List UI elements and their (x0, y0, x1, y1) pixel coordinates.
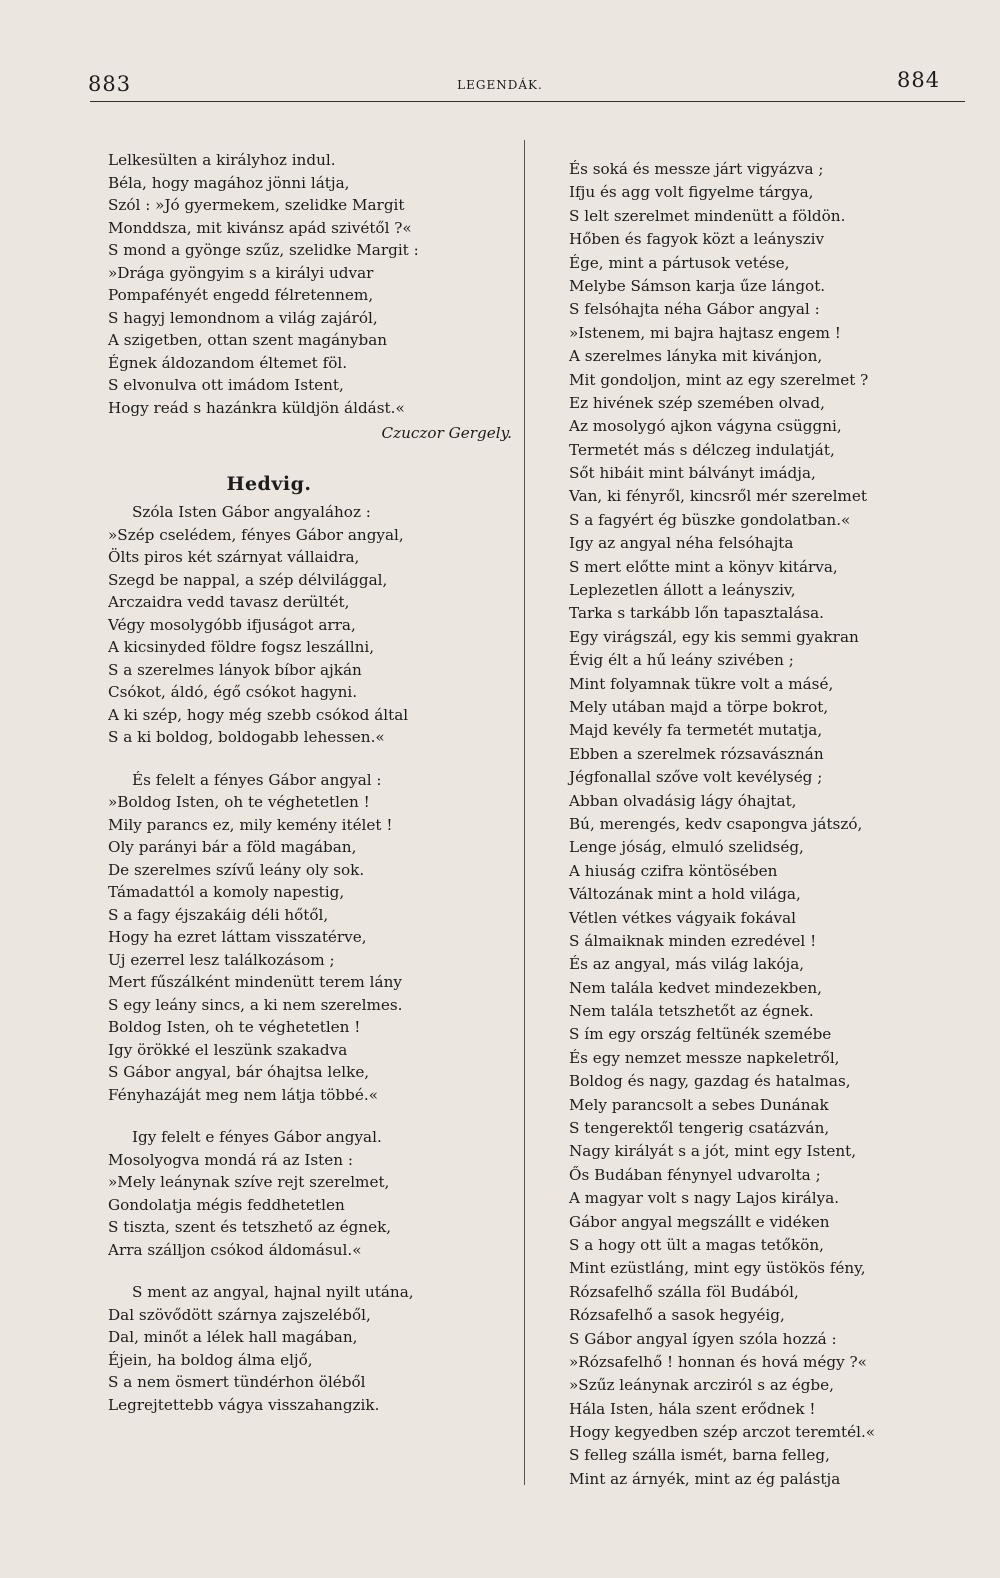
verse-line: Igy örökké el leszünk szakadva (108, 1040, 348, 1059)
verse-line: Sőt hibáit mint bálványt imádja, (569, 464, 816, 483)
verse-line: Monddsza, mit kivánsz apád szivétől ?« (108, 218, 412, 237)
verse-line: Igy az angyal néha felsóhajta (569, 534, 794, 553)
stanza-gap (108, 1261, 538, 1281)
verse-line: Lenge jóság, elmuló szelidség, (569, 838, 804, 857)
verse-line: Évig élt a hű leány szivében ; (569, 651, 794, 670)
verse-line: S tiszta, szent és tetszhető az égnek, (108, 1218, 392, 1236)
verse-line: S ím egy ország feltünék szemébe (569, 1025, 832, 1044)
verse-line: Tarka s tarkább lőn tapasztalása. (569, 604, 825, 623)
verse-line: Az mosolygó ajkon vágyna csüggni, (569, 417, 842, 436)
verse-line: És felelt a fényes Gábor angyal : (132, 770, 382, 789)
left-column (108, 149, 538, 1416)
verse-line: »Szép cselédem, fényes Gábor angyal, (108, 525, 404, 544)
verse-line: »Mely leánynak szíve rejt szerelmet, (108, 1173, 390, 1191)
verse-line: »Drága gyöngyim s a királyi udvar (108, 263, 374, 282)
poem2-title: Hedvig. (226, 473, 312, 495)
verse-line: Lelkesülten a királyhoz indul. (108, 151, 336, 169)
verse-line: A szigetben, ottan szent magányban (108, 331, 388, 349)
verse-line: Nagy királyát s a jót, mint egy Istent, (569, 1142, 857, 1161)
verse-line: Legrejtettebb vágya visszahangzik. (108, 1395, 380, 1414)
stanza-1 (108, 501, 538, 749)
verse-line: S a szerelmes lányok bíbor ajkán (108, 660, 362, 679)
verse-line: Mert fűszálként mindenütt terem lány (108, 973, 402, 991)
verse-line: Boldog és nagy, gazdag és hatalmas, (569, 1072, 851, 1091)
verse-line: Fényhazáját meg nem látja többé.« (108, 1085, 378, 1104)
verse-line: Arra szálljon csókod áldomásul.« (108, 1240, 362, 1259)
verse-line: Mily parancs ez, mily kemény itélet ! (108, 815, 393, 834)
verse-line: Szegd be nappal, a szép délvilággal, (108, 570, 388, 589)
verse-line: Dal, minőt a lélek hall magában, (108, 1328, 358, 1346)
verse-line: Gondolatja mégis feddhetetlen (108, 1195, 345, 1214)
stanza-2 (108, 769, 538, 1107)
verse-line: S a ki boldog, boldogabb lehessen.« (108, 728, 385, 746)
verse-line: Arczaidra vedd tavasz derültét, (108, 593, 350, 611)
verse-line: S a fagy éjszakáig déli hőtől, (108, 905, 329, 924)
verse-line: Mosolyogva mondá rá az Isten : (108, 1150, 353, 1169)
verse-line: S egy leány sincs, a ki nem szerelmes. (108, 995, 403, 1014)
stanza-gap (108, 749, 538, 769)
verse-line: Ebben a szerelmek rózsavásznán (569, 744, 824, 763)
verse-line: Hogy ha ezret láttam visszatérve, (108, 928, 367, 946)
stanza-gap (108, 1106, 538, 1126)
verse-line: S mond a gyönge szűz, szelidke Margit : (108, 241, 419, 259)
verse-line: Szóla Isten Gábor angyalához : (132, 503, 371, 521)
page-number-left: 883 (88, 72, 132, 96)
stanza-3 (108, 1126, 538, 1261)
verse-line: Vétlen vétkes vágyaik fokával (569, 908, 796, 927)
verse-line: »Istenem, mi bajra hajtasz engem ! (569, 323, 841, 342)
verse-line: De szerelmes szívű leány oly sok. (108, 860, 365, 879)
verse-line: Egy virágszál, egy kis semmi gyakran (569, 627, 859, 646)
verse-line: S álmaiknak minden ezredével ! (569, 931, 817, 950)
verse-line: S lelt szerelmet mindenütt a földön. (569, 206, 846, 225)
verse-line: Ége, mint a pártusok vetése, (569, 253, 790, 272)
verse-line: Jégfonallal szőve volt kevélység ; (569, 768, 823, 787)
verse-line: Dal szövődött szárnya zajszeléből, (108, 1305, 371, 1324)
verse-line: Pompafényét engedd félretennem, (108, 286, 374, 304)
verse-line: A szerelmes lányka mit kivánjon, (569, 347, 823, 366)
verse-line: S mert előtte mint a könyv kitárva, (569, 557, 838, 576)
verse-line: S hagyj lemondnom a világ zajáról, (108, 308, 378, 327)
verse-line: Van, ki fényről, kincsről mér szerelmet (569, 487, 867, 506)
verse-line: Hogy kegyedben szép arczot teremtél.« (569, 1423, 876, 1442)
verse-line: Abban olvadásig lágy óhajtat, (569, 791, 797, 810)
verse-line: S elvonulva ott imádom Istent, (108, 376, 344, 394)
verse-line: S a nem ösmert tündérhon öléből (108, 1373, 366, 1391)
verse-line: És az angyal, más világ lakója, (569, 955, 805, 974)
verse-line: Leplezetlen állott a leánysziv, (569, 581, 796, 600)
verse-line: Hogy reád s hazánkra küldjön áldást.« (108, 398, 405, 417)
right-column-text (569, 158, 999, 1491)
verse-line: Rózsafelhő a sasok hegyéig, (569, 1306, 785, 1325)
verse-line: Ölts piros két szárnyat vállaidra, (108, 548, 360, 566)
verse-line: Gábor angyal megszállt e vidéken (569, 1212, 830, 1231)
verse-line: Csókot, áldó, égő csókot hagyni. (108, 683, 358, 701)
stanza-4 (108, 1281, 538, 1416)
verse-line: Mely utában majd a törpe bokrot, (569, 697, 829, 716)
verse-line: És egy nemzet messze napkeletről, (569, 1048, 840, 1067)
verse-line: Nem találа tetszhetőt az égnek. (569, 1002, 814, 1021)
verse-line: S Gábor angyal ígyen szóla hozzá : (569, 1329, 837, 1348)
verse-line: A hiuság czifra köntösében (569, 861, 778, 880)
verse-line: Szól : »Jó gyermekem, szelidke Margit (108, 196, 405, 214)
poem1-text (108, 149, 538, 419)
verse-line: Éjein, ha boldog álma eljő, (108, 1350, 313, 1369)
verse-line: Változának mint a hold világa, (569, 885, 801, 904)
verse-line: Mely parancsolt a sebes Dunának (569, 1095, 829, 1114)
verse-line: S felsóhajta néha Gábor angyal : (569, 300, 820, 319)
verse-line: S felleg szálla ismét, barna felleg, (569, 1446, 830, 1465)
verse-line: Mint folyamnak tükre volt a másé, (569, 674, 834, 693)
verse-line: Ez hivének szép szemében olvad, (569, 393, 825, 412)
verse-line: Hála Isten, hála szent erődnek ! (569, 1399, 816, 1418)
verse-line: Majd kevély fa termetét mutatja, (569, 721, 823, 740)
verse-line: Támadattól a komoly napestig, (108, 883, 345, 901)
verse-line: Oly parányi bár a föld magában, (108, 838, 357, 856)
verse-line: És soká és messze járt vigyázva ; (569, 160, 824, 178)
verse-line: Mint az árnyék, mint az ég palástja (569, 1469, 841, 1488)
verse-line: Nem találа kedvet mindezekben, (569, 978, 822, 997)
verse-line: S a fagyért ég büszke gondolatban.« (569, 510, 851, 529)
right-column (569, 158, 999, 1491)
verse-line: Ős Budában fénynyel udvarolta ; (569, 1165, 821, 1184)
verse-line: Rózsafelhő szálla föl Budából, (569, 1282, 799, 1301)
verse-line: A ki szép, hogy még szebb csókod által (108, 705, 409, 724)
verse-line: S a hogy ott ült a magas tetőkön, (569, 1235, 824, 1254)
header-rule (90, 101, 965, 102)
verse-line: A magyar volt s nagy Lajos királya. (569, 1189, 840, 1208)
verse-line: Melybe Sámson karja űze lángot. (569, 276, 826, 295)
verse-line: A kicsinyded földre fogsz leszállni, (108, 638, 375, 656)
verse-line: S tengerektől tengerig csatázván, (569, 1119, 830, 1138)
verse-line: »Rózsafelhő ! honnan és hová mégy ?« (569, 1352, 867, 1371)
running-title: LEGENDÁK. (457, 78, 543, 92)
verse-line: Uj ezerrel lesz találkozásom ; (108, 950, 335, 969)
verse-line: S ment az angyal, hajnal nyilt utána, (132, 1283, 414, 1301)
poem1-author: Czuczor Gergely. (381, 424, 512, 442)
verse-line: Termetét más s délczeg indulatját, (569, 440, 835, 459)
verse-line: Ifju és agg volt figyelme tárgya, (569, 183, 814, 202)
verse-line: Béla, hogy magához jönni látja, (108, 173, 350, 192)
verse-line: »Boldog Isten, oh te véghetetlen ! (108, 793, 370, 811)
page-number-right: 884 (897, 68, 941, 92)
verse-line: Bú, merengés, kedv csapongva játszó, (569, 814, 863, 833)
verse-line: Mint ezüstláng, mint egy üstökös fény, (569, 1259, 866, 1278)
verse-line: Végy mosolygóbb ifjuságot arra, (108, 615, 356, 634)
verse-line: S Gábor angyal, bár óhajtsa lelke, (108, 1063, 370, 1081)
verse-line: Boldog Isten, oh te véghetetlen ! (108, 1018, 361, 1036)
verse-line: Égnek áldozandom éltemet föl. (108, 353, 348, 372)
verse-line: Mit gondoljon, mint az egy szerelmet ? (569, 370, 869, 389)
verse-line: Hőben és fagyok közt a leánysziv (569, 230, 825, 249)
verse-line: Igy felelt e fényes Gábor angyal. (132, 1128, 382, 1146)
verse-line: »Szűz leánynak arcziról s az égbe, (569, 1376, 834, 1395)
